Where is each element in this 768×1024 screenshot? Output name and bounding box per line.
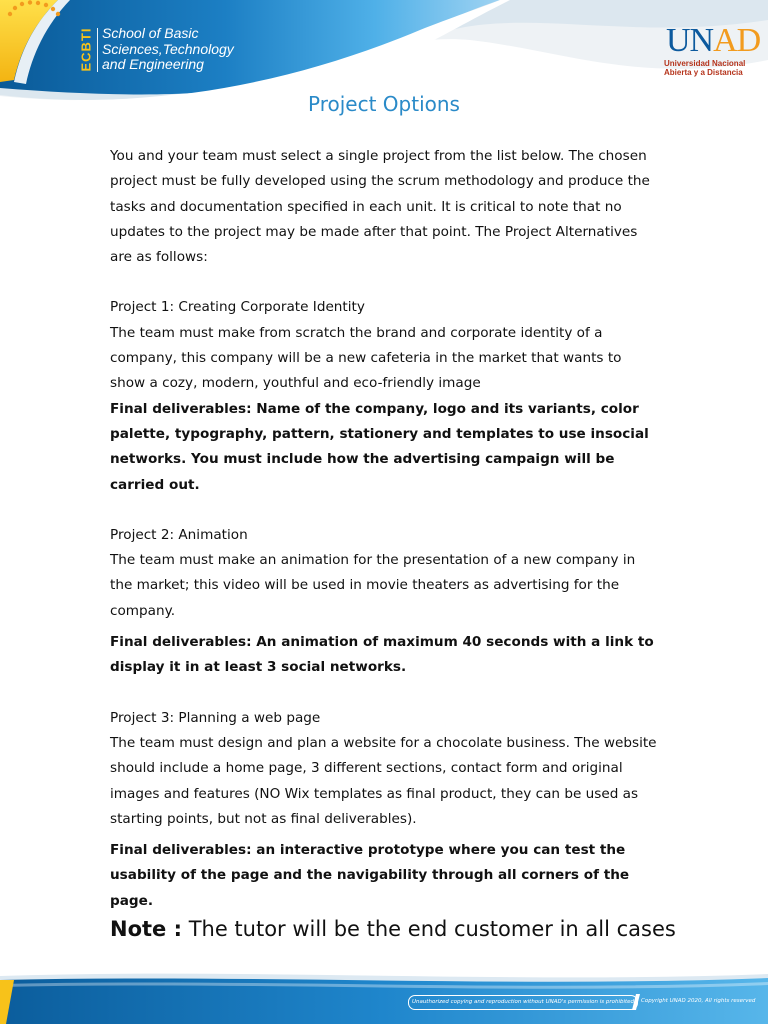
project-deliverables: Final deliverables: An animation of maximum 40 seconds with a link to display it in at least 3 social networks.	[110, 634, 654, 676]
unad-wordmark: UNAD	[666, 22, 761, 59]
school-line: Sciences,Technology	[102, 40, 234, 57]
unad-logo-icon	[0, 0, 90, 62]
header-divider	[97, 28, 98, 72]
project-deliverables: Final deliverables: an interactive prototype where you can test the usability of the page and the navigability through all corners of the page.	[110, 842, 630, 909]
project-description: The team must make an animation for the presentation of a new company in the market; this video will be used in movie theaters as advertising for the company.	[110, 552, 636, 619]
school-name	[102, 26, 234, 73]
intro-paragraph: You and your team must select a single project from the list below. The chosen project must be fully developed using the scrum methodology and produce the tasks and documentation specified in each unit. It is critical to note that no updates to the project may be made after that point. The Project Alternatives are as follows:	[110, 148, 650, 266]
project-deliverables: Final deliverables: Name of the company, logo and its variants, color palette, typography, pattern, stationery and templates to use insocial networks. You must include how the advertising campaign will be carried out.	[110, 400, 649, 493]
unad-subtitle: Universidad Nacional Abierta y a Distancia	[664, 59, 746, 77]
project-heading: Project 1: Creating Corporate Identity	[110, 299, 365, 316]
note	[110, 914, 676, 944]
document-body	[110, 144, 676, 944]
note-text: The tutor will be the end customer in all cases	[188, 917, 676, 942]
faculty-acronym: ECBTI	[78, 27, 94, 71]
school-line: School of Basic	[102, 25, 199, 41]
school-line: and Engineering	[102, 56, 204, 72]
page-footer	[0, 970, 768, 1024]
page-title: Project Options	[308, 92, 460, 116]
footer-copyright: Copyright UNAD 2020, All rights reserved	[641, 998, 756, 1004]
project-heading: Project 3: Planning a web page	[110, 709, 321, 726]
project-description: The team must make from scratch the brand and corporate identity of a company, this company will be a new cafeteria in the market that wants to show a cozy, modern, youthful and eco-friendly image	[110, 324, 622, 392]
note-label: Note :	[110, 917, 182, 942]
footer-copy-notice: Unauthorized copying and reproduction without UNAD's permission is prohibited	[408, 995, 638, 1010]
project-heading: Project 2: Animation	[110, 526, 248, 543]
project-description: The team must design and plan a website for a chocolate business. The website should include a home page, 3 different sections, contact form and original images and features (NO Wix templates as final product, they can be used as starting points, but not as final deliverables).	[110, 734, 657, 827]
